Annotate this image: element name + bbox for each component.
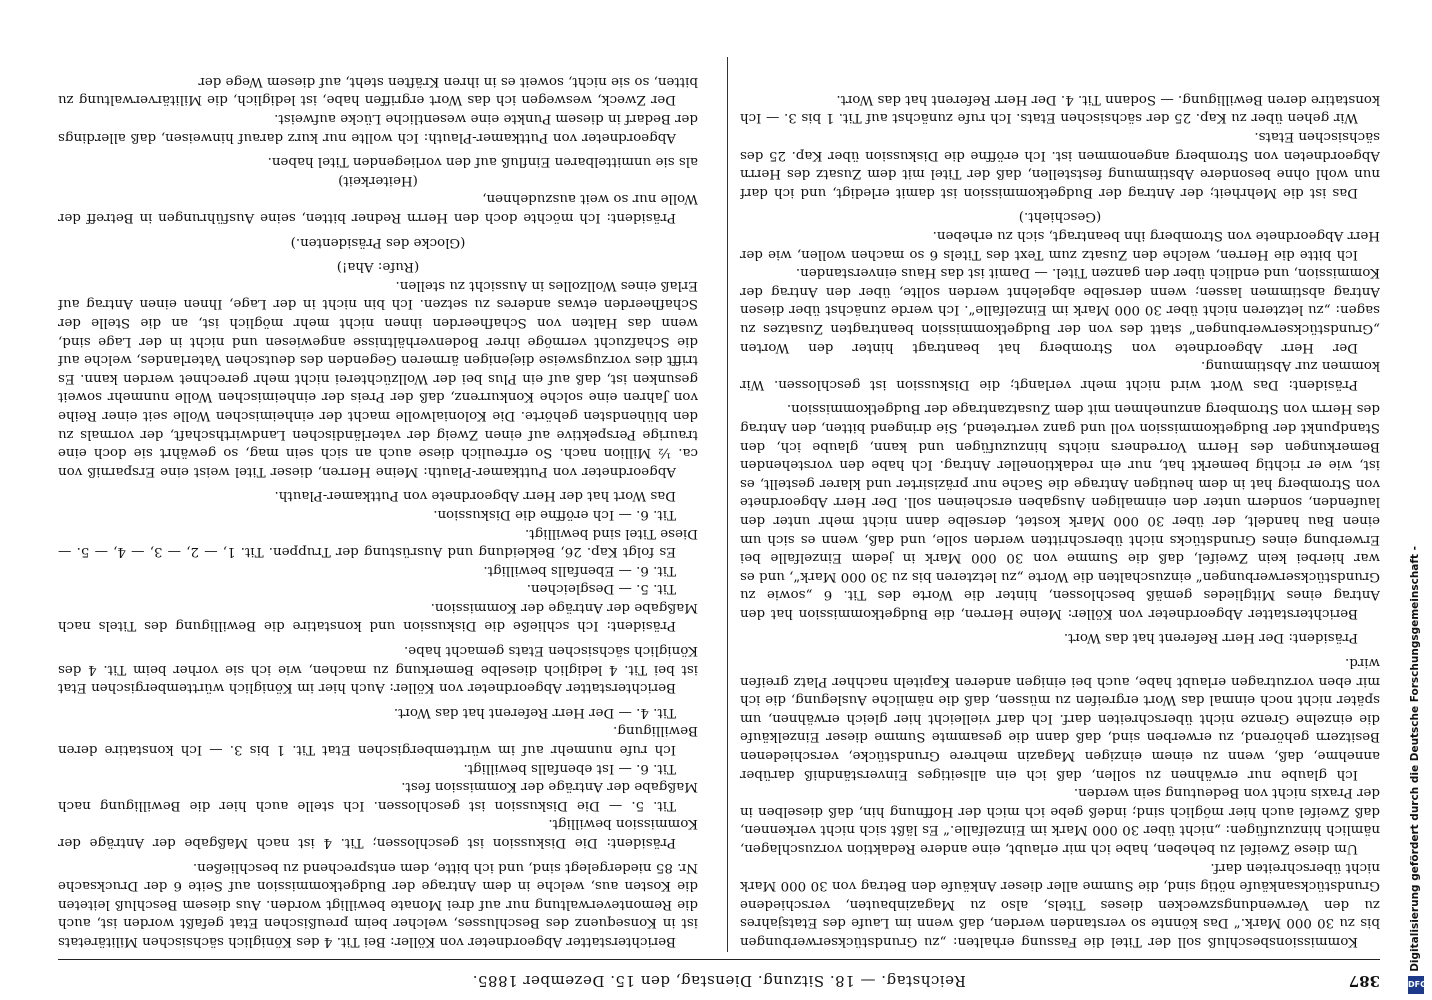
paragraph: als sie unmittelbaren Einfluß auf den vorliegenden Titel haben.	[267, 154, 698, 170]
paragraph: Das Wort hat der Herr Abgeordnete von Puttkamer-Plauth.	[274, 488, 676, 504]
paragraph: Ich glaube nur erwähnen zu sollen, daß ich ein allseitiges Einverständniß darüber annehme, daß, wenn zu einem einzigen Magazin mehrere Grundstücke, verschiedenen Besitzern gehörend, zu erwerben sind, daß dann die gesammte Summe dieser Einzelkäufe die einzelne Grenze nicht überschreiten darf. Ich darf vielleicht hier gleich erwähnen, um später nicht noch einmal das Wort ergreifen zu müssen, daß die nämliche Auslegung, die ich mir eben vorzutragen erlaubt habe, auch bei einigen anderen Kapiteln nachher Platz greifen wird.	[740, 655, 1380, 782]
paragraph: Präsident: Das Wort wird nicht mehr verlangt; die Diskussion ist geschlossen. Wir kommen zur Abstimmung.	[740, 358, 1380, 392]
paragraph: Es folgt Kap. 26, Bekleidung und Ausrüstung der Truppen. Tit. 1, — 2, — 3, — 4, — 5. — Diese Titel sind bewilligt.	[58, 525, 698, 560]
dfg-logo: DFG	[1408, 976, 1424, 994]
paragraph: Ich rufe nunmehr auf im württembergischen Etat Tit. 1 bis 3. — Ich konstatire deren Bewilligung.	[58, 723, 698, 758]
paragraph: Präsident: Ich schließe die Diskussion und konstatire die Bewilligung des Titels nach Maßgabe der Anträge der Kommission.	[58, 599, 698, 634]
stage-direction: (Heiterkeit)	[338, 172, 418, 188]
column-divider	[727, 57, 728, 952]
paragraph: Abgeordneter von Puttkamer-Plauth: Ich wollte nur kurz darauf hinweisen, daß allerdings der Bedarf in diesem Punkte eine wesentliche Lücke aufweist.	[58, 111, 698, 145]
paragraph: Tit. 5. — Desgleichen.	[526, 581, 676, 597]
paragraph: Ich bitte die Herren, welche den Zusatz zum Text des Titels 6 so machen wollen, wie der Herr Abgeordnete von Stromberg ihn beantragt, sich zu erheben.	[740, 228, 1380, 262]
digitization-margin	[1406, 0, 1428, 1000]
header-rule	[58, 959, 1380, 960]
paragraph: Der Herr Abgeordnete von Stromberg hat beantragt hinter den Worten „Grundstückserwerbungen“ statt des von der Budgetkommission beantragten Zusatzes zu sagen: „zu letzteren nicht über 30 000 Mark im Einzelfalle“. Ich werde zunächst über diesen Antrag abstimmen lassen; wenn derselbe abgelehnt werden sollte, über den Antrag der Kommission, und endlich über den ganzen Titel. — Damit ist das Haus einverstanden.	[740, 265, 1380, 355]
right-column	[58, 5, 698, 950]
stage-direction: (Geschieht.)	[1018, 209, 1102, 225]
paragraph: Tit. 5. — Die Diskussion ist geschlossen. Ich stelle auch hier die Bewilligung nach Maßgabe der Anträge der Kommission fest.	[58, 779, 698, 813]
page-number: 387	[1348, 972, 1380, 990]
paragraph: Präsident: Ich möchte doch den Herrn Redner bitten, seine Ausführungen in Betreff der Wolle nur so weit auszudehnen,	[58, 191, 698, 226]
left-column	[740, 45, 1380, 950]
paragraph: Tit. 6. — Ich eröffne die Diskussion.	[433, 506, 676, 522]
paragraph: Tit. 4. — Der Herr Referent hat das Wort.	[393, 704, 676, 720]
paragraph-gap	[58, 146, 698, 152]
running-title: Reichstag. — 18. Sitzung. Dienstag, den 15. Dezember 1885.	[472, 972, 966, 990]
paragraph: Kommissionsbeschluß soll der Titel die Fassung erhalten: „zu Grundstückserwerbungen bis zu 30 000 Mark.“ Das könnte so verstanden werden, daß wenn im Laufe des Etatsjahres zu den Verwendungszwecken dieses Titels, also zu Magazinbauten, verschiedene Grundstücksankäufe nötig sind, die Summe aller dieser Ankäufe den Betrag von 30 000 Mark nicht überschreiten darf.	[740, 859, 1380, 949]
paragraph: Abgeordneter von Puttkamer-Plauth: Meine Herren, dieser Titel weist eine Ersparniß von ca. ½ Million nach. So erfreulich diese auch an sich sein mag, so gewährt sie doch eine traurige Perspektive auf einen Zweig der vaterländischen Landwirthschaft, der vormals zu den blühendsten gehörte. Die Kolonialwolle macht der einheimischen Wolle seit einer Reihe von Jahren eine solche Konkurrenz, daß der Preis der einheimischen Wolle nunmehr soweit gesunken ist, daß auf ein Plus bei der Wollzüchterei nicht mehr gerechnet werden kann. Es trifft dies vorzugsweise diejenigen ärmeren Gegenden des deutschen Vaterlandes, welche auf die Schafzucht vermöge ihrer Bodenverhältnisse angewiesen und nicht in der Lage sind, wenn das Halten von Schafheerden ihnen nicht mehr möglich ist, an die Stelle der Schafheerden etwas anderes zu setzen. Ich bin nicht in der Lage, Ihnen einen Antrag auf Erlaß eines Wollzolles in Aussicht zu stellen.	[58, 277, 698, 479]
paragraph: Berichterstatter Abgeordneter von Köller: Meine Herren, die Budgetkommission hat den Antrag eines Mitgliedes gemäß beschlossen, hinter die Worte des Tit. 6 „sowie zu Grundstückserwerbungen“ einzuschalten die Worte „zu letzteren bis zu 30 000 Mark“, und es war hierbei kein Zweifel, daß die Summe von 30 000 Mark in jedem Einzelfalle bei Erwerbung eines Grundstücks nicht überschritten werden solle, und daß, wenn es sich um einen Bau handelt, der über 30 000 Mark kostet, derselbe dann nicht mehr unter den laufenden, sondern unter den einmaligen Ausgaben erscheinen soll. Der Herr Abgeordnete von Stromberg hat in dem heutigen Antrage die Sache nur präzisirter und klarer gestellt, es ist, wie er richtig bemerkt hat, nur ein redaktioneller Antrag. Ich habe den vorstehenden Bemerkungen des Herrn Vorredners nichts hinzuzufügen und kann, glaube ich, den Standpunkt der Budgetkommission voll und ganz vertretend, Sie dringend bitten, den Antrag des Herrn von Stromberg anzunehmen mit dem Zusatzantrage der Budgetkommission.	[740, 401, 1380, 621]
paragraph-gap	[740, 647, 1380, 653]
paragraph: Tit. 6. — Ist ebenfalls bewilligt.	[463, 760, 676, 776]
paragraph: Berichterstatter Abgeordneter von Köller: Bei Tit. 4 des Königlich sächsischen Militäretats ist in Konsequenz des Beschlusses, welcher beim preußischen Etat gefaßt worden ist, auch die Remonteverwaltung nur auf drei Monate bewilligt worden. Aus diesem Beschluß leiteten die Kosten aus, welche in dem Antrage der Budgetkommission auf Seite 6 der Drucksache Nr. 85 niedergelegt sind, und ich bitte, dem entsprechend zu beschließen.	[58, 859, 698, 949]
paragraph: Das ist die Mehrheit; der Antrag der Budgetkommission ist damit erledigt, und ich darf nun wohl ohne besondere Abstimmung feststellen, daß der Titel mit dem Zusatz des Herrn Abgeordneten von Stromberg angenommen ist. Ich eröffne die Diskussion über Kap. 25 des sächsischen Etats.	[740, 129, 1380, 200]
paragraph: Präsident: Der Herr Referent hat das Wort.	[1063, 630, 1358, 646]
stage-direction: (Glocke des Präsidenten.)	[290, 234, 466, 250]
digitization-note: Digitalisierung gefördert durch die Deutsche Forschungsgemeinschaft -	[1409, 546, 1421, 972]
stage-direction: (Rufe: Aha!)	[336, 259, 420, 275]
paragraph: Präsident: Die Diskussion ist geschlossen; Tit. 4 ist nach Maßgabe der Anträge der Kommission bewilligt.	[58, 816, 698, 851]
paragraph: Um diese Zweifel zu beheben, habe ich mir erlaubt, eine andere Redaktion vorzuschlagen, nämlich hinzuzufügen: „nicht über 30 000 Mark im Einzelfalle.“ Es läßt sich nicht verkennen, daß Zweifel auch hier möglich sind; indeß gebe ich mich der Hoffnung hin, daß dieselben in der Praxis nicht von Bedeutung sein werden.	[740, 785, 1380, 857]
paragraph: Der Zweck, weswegen ich das Wort ergriffen habe, ist lediglich, die Militärverwaltung zu bitten, so sie nicht, soweit es in ihren Kräften steht, auf diesem Wege der	[58, 73, 698, 108]
page-header	[58, 966, 1380, 992]
paragraph-gap	[58, 251, 698, 257]
paragraph: Berichterstatter Abgeordneter von Köller: Auch hier im Königlich württembergischen Etat ist bei Tit. 4 lediglich dieselbe Bemerkung zu machen, wie ich sie vorher beim Tit. 4 des Königlich sächsischen Etats gemacht habe.	[58, 643, 698, 696]
paragraph-gap	[740, 201, 1380, 207]
paragraph: Tit. 6. — Ebenfalls bewilligt.	[483, 562, 676, 578]
paragraph: Wir gehen über zu Kap. 25 der sächsischen Etats. Ich rufe zunächst auf Tit. 1 bis 3. — Ich konstatire deren Bewilligung. — Sodann Tit. 4. Der Herr Referent hat das Wort.	[740, 91, 1380, 126]
paragraph-gap	[58, 480, 698, 486]
